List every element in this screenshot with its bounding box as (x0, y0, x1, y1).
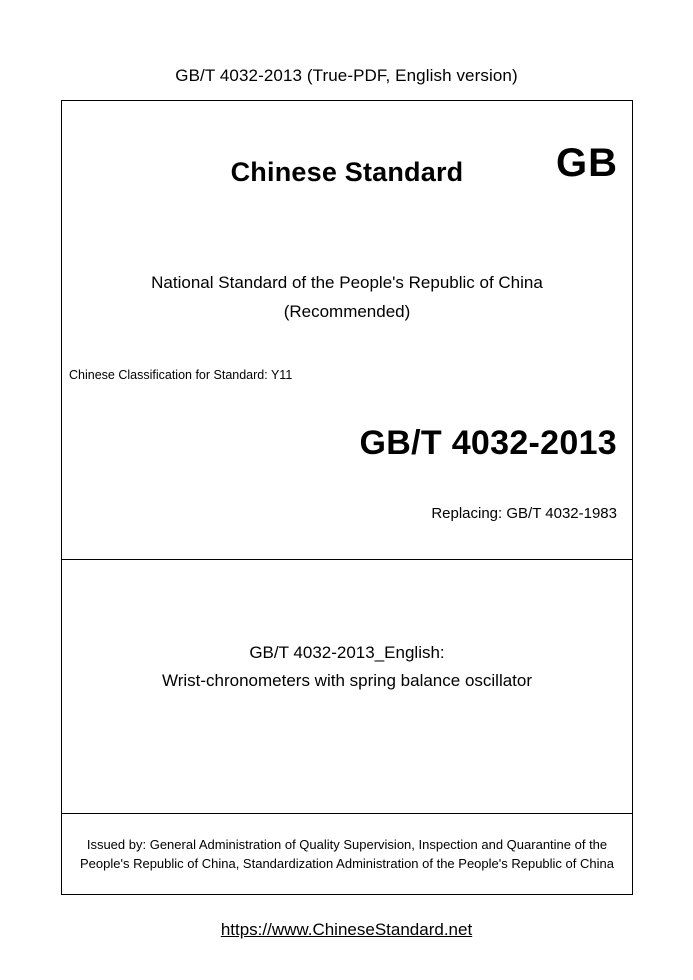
national-standard-line-1: National Standard of the People's Republic of China (151, 273, 543, 292)
replacing-label: Replacing: GB/T 4032-1983 (431, 505, 617, 522)
classification-label: Chinese Classification for Standard: Y11 (69, 368, 293, 382)
english-title-block (162, 639, 532, 813)
issuer-section (62, 814, 632, 894)
english-title-line-1: GB/T 4032-2013_English: (249, 643, 445, 662)
website-link[interactable]: https://www.ChineseStandard.net (220, 920, 473, 939)
issuer-text: Issued by: General Administration of Quality Supervision, Inspection and Quarantine of the People's Republic of China, Standardization Administration of the People's Republic of China (80, 837, 614, 871)
cover-upper-section (62, 101, 632, 560)
title-row (62, 101, 632, 211)
cover-frame (61, 100, 633, 895)
document-header-title: GB/T 4032-2013 (True-PDF, English version) (175, 66, 518, 85)
cover-middle-section (62, 560, 632, 814)
national-standard-block (62, 268, 632, 326)
page-title: Chinese Standard (230, 157, 464, 187)
gb-logo: GB (556, 141, 618, 185)
national-standard-line-2: (Recommended) (283, 302, 411, 321)
standard-number: GB/T 4032-2013 (359, 424, 617, 462)
english-title-line-2: Wrist-chronometers with spring balance oscillator (161, 671, 533, 690)
